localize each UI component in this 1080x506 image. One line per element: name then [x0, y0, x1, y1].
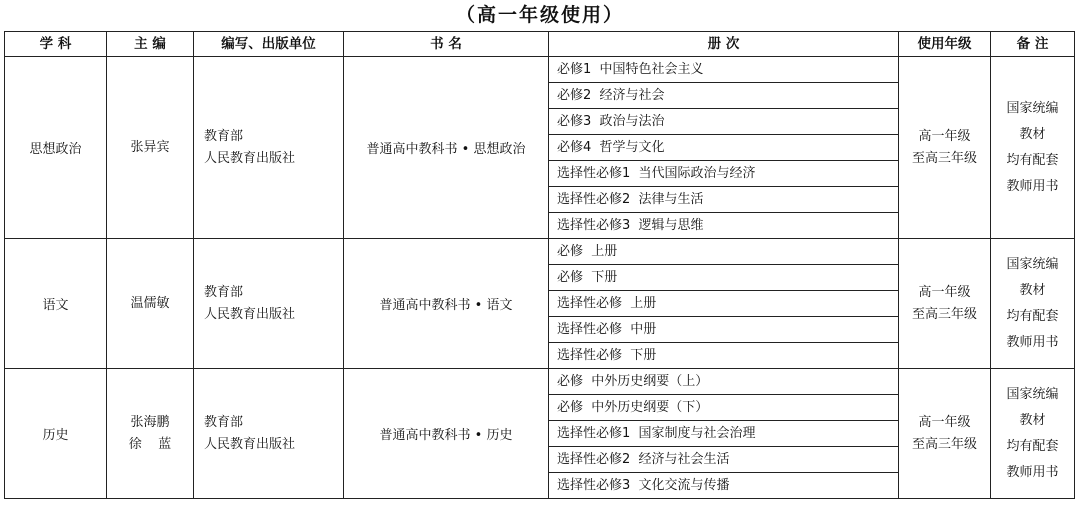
editor-name: 张海鹏: [130, 414, 170, 430]
subject-cell: 思想政治: [5, 57, 107, 239]
publisher-line: 教育部: [204, 128, 244, 144]
remark-cell: [991, 57, 1075, 239]
remark-line: 教师用书: [1006, 464, 1059, 480]
volume-cell: 选择性必修2 法律与生活: [549, 187, 899, 213]
grade-line: 至高三年级: [911, 306, 977, 322]
editor-cell: [107, 57, 194, 239]
publisher-line: 教育部: [204, 414, 244, 430]
remark-line: 均有配套: [1006, 438, 1059, 454]
textbook-table: [4, 31, 1075, 499]
volume-cell: 选择性必修1 当代国际政治与经济: [549, 161, 899, 187]
header-row: [5, 32, 1075, 57]
remark-cell: [991, 239, 1075, 369]
header-volume: 册 次: [549, 32, 899, 57]
volume-cell: 选择性必修3 文化交流与传播: [549, 473, 899, 499]
editor-name: 徐 蓝: [128, 436, 172, 452]
editor-name: 温儒敏: [130, 295, 170, 311]
publisher-cell: [194, 369, 344, 499]
publisher-line: 人民教育出版社: [204, 436, 296, 452]
volume-cell: 选择性必修 上册: [549, 291, 899, 317]
volume-cell: 选择性必修 下册: [549, 343, 899, 369]
grade-line: 高一年级: [918, 414, 971, 430]
grade-cell: [899, 369, 991, 499]
header-subject: 学 科: [5, 32, 107, 57]
book-name-cell: 普通高中教科书 • 思想政治: [344, 57, 549, 239]
volume-cell: 必修4 哲学与文化: [549, 135, 899, 161]
header-editor: 主 编: [107, 32, 194, 57]
page-title: （高一年级使用）: [455, 4, 624, 26]
header-grade: 使用年级: [899, 32, 991, 57]
volume-cell: 必修 下册: [549, 265, 899, 291]
remark-line: 均有配套: [1006, 308, 1059, 324]
publisher-line: 人民教育出版社: [204, 150, 296, 166]
volume-cell: 选择性必修 中册: [549, 317, 899, 343]
editor-name: 张异宾: [130, 139, 170, 155]
publisher-cell: [194, 239, 344, 369]
remark-line: 教材: [1019, 412, 1046, 428]
remark-line: 国家统编: [1006, 256, 1059, 272]
volume-cell: 选择性必修1 国家制度与社会治理: [549, 421, 899, 447]
header-book-name: 书 名: [344, 32, 549, 57]
table-row: [5, 369, 1075, 395]
remark-line: 教材: [1019, 282, 1046, 298]
volume-cell: 必修1 中国特色社会主义: [549, 57, 899, 83]
volume-cell: 必修 中外历史纲要（上）: [549, 369, 899, 395]
header-remark: 备 注: [991, 32, 1075, 57]
remark-line: 教材: [1019, 126, 1046, 142]
grade-line: 高一年级: [918, 284, 971, 300]
grade-line: 至高三年级: [911, 150, 977, 166]
header-publisher: 编写、出版单位: [194, 32, 344, 57]
volume-cell: 必修 中外历史纲要（下）: [549, 395, 899, 421]
grade-cell: [899, 57, 991, 239]
remark-cell: [991, 369, 1075, 499]
remark-line: 教师用书: [1006, 334, 1059, 350]
editor-cell: [107, 369, 194, 499]
volume-cell: 必修 上册: [549, 239, 899, 265]
book-name-cell: 普通高中教科书 • 语文: [344, 239, 549, 369]
grade-line: 高一年级: [918, 128, 971, 144]
table-row: [5, 57, 1075, 83]
volume-cell: 选择性必修2 经济与社会生活: [549, 447, 899, 473]
remark-line: 国家统编: [1006, 386, 1059, 402]
grade-line: 至高三年级: [911, 436, 977, 452]
editor-cell: [107, 239, 194, 369]
grade-cell: [899, 239, 991, 369]
remark-line: 均有配套: [1006, 152, 1059, 168]
remark-line: 教师用书: [1006, 178, 1059, 194]
publisher-line: 人民教育出版社: [204, 306, 296, 322]
table-row: [5, 239, 1075, 265]
publisher-line: 教育部: [204, 284, 244, 300]
subject-cell: 历史: [5, 369, 107, 499]
volume-cell: 必修2 经济与社会: [549, 83, 899, 109]
publisher-cell: [194, 57, 344, 239]
subject-cell: 语文: [5, 239, 107, 369]
book-name-cell: 普通高中教科书 • 历史: [344, 369, 549, 499]
volume-cell: 必修3 政治与法治: [549, 109, 899, 135]
volume-cell: 选择性必修3 逻辑与思维: [549, 213, 899, 239]
remark-line: 国家统编: [1006, 100, 1059, 116]
